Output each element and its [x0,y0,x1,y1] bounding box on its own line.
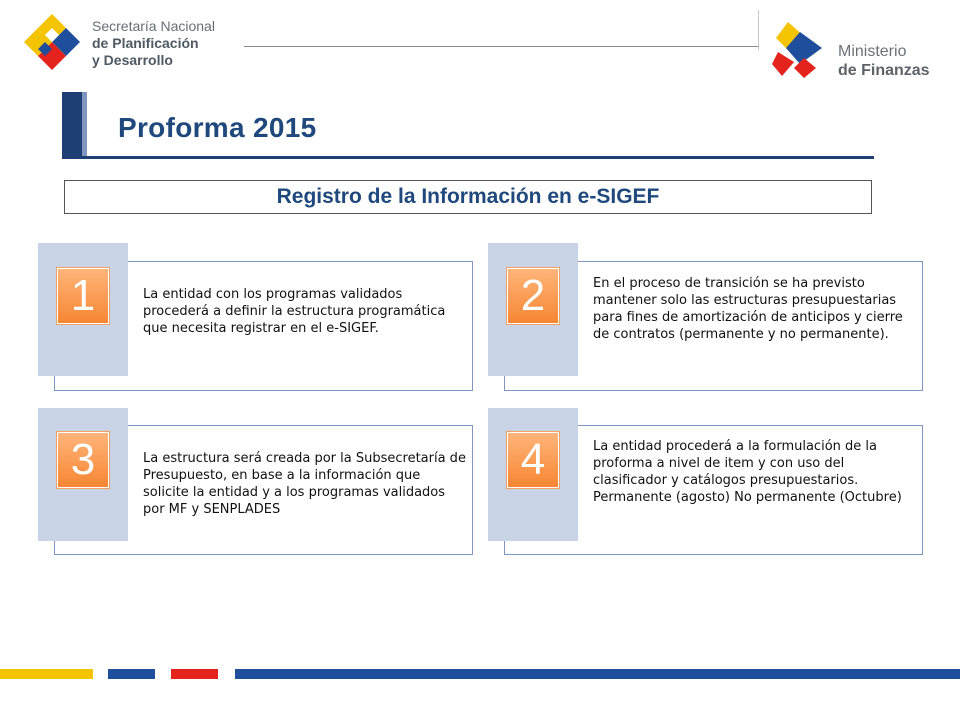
footer-stripe-yellow [0,669,93,679]
ministerio-finanzas-logo-icon [770,18,828,80]
footer-stripe-blue-long [235,669,960,679]
ministerio-line-1: Ministerio [838,43,907,60]
title-accent-bar-light [82,92,87,156]
footer-stripe-blue-short [108,669,155,679]
senplades-logo-icon [22,12,82,72]
step-1-number: 1 [57,268,109,324]
senplades-logo-text [92,18,215,69]
step-1-text: La entidad con los programas validados procederá a definir la estructura programática que necesita registrar en el e-SIGEF. [143,287,446,336]
footer-stripe-red [171,669,218,679]
senplades-line-3: y Desarrollo [92,52,173,68]
step-4-text: La entidad procederá a la formulación de la proforma a nivel de item y con uso del clasificador y catálogos presupuestarios. Permanente (agosto) No permanente (Octubre) [593,439,902,505]
senplades-line-1: Secretaría Nacional [92,18,215,34]
step-3-text: La estructura será creada por la Subsecretaría de Presupuesto, en base a la información que solicite la entidad y a los programas validados por MF y SENPLADES [143,451,466,517]
subtitle-box [64,180,872,214]
title-underline [62,156,874,159]
step-3-number: 3 [57,432,109,488]
title-accent-bar [62,92,82,156]
step-2-number: 2 [507,268,559,324]
senplades-line-2: de Planificación [92,35,199,51]
ministerio-line-2: de Finanzas [838,62,930,79]
step-4-number: 4 [507,432,559,488]
header-divider [244,46,758,47]
subtitle: Registro de la Información en e-SIGEF [276,185,660,208]
page-title: Proforma 2015 [118,112,317,143]
step-2-text: En el proceso de transición se ha previsto mantener solo las estructuras presupuestarias para fines de amortización de anticipos y cierre de contratos (permanente y no permanente). [593,276,903,342]
header-vertical-divider [758,10,759,50]
ministerio-logo-text [838,42,930,80]
